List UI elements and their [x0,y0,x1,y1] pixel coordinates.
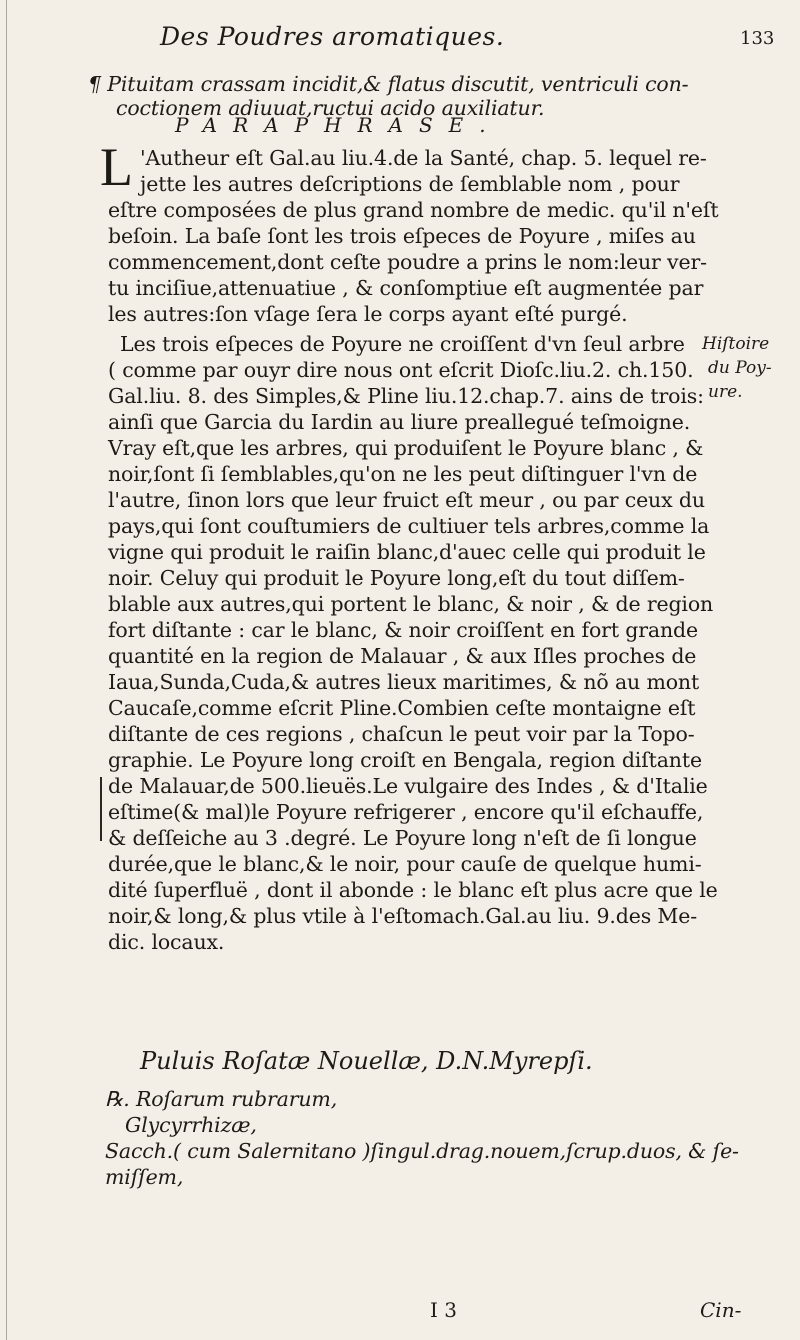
body-line: tu inciſiue,attenuatiue , & conſomptiue eſt augmentée par [108,276,704,300]
body-line: Caucaſe,comme eſcrit Pline.Combien ceſte montaigne eſt [108,696,696,720]
body-line: diſtante de ces regions , chaſcun le peut voir par la Topo- [108,722,695,746]
recipe-line: Glycyrrhizæ, [125,1113,257,1137]
body-line: l'autre, ſinon lors que leur fruict eſt meur , ou par ceux du [108,488,705,512]
body-line: & deſſeiche au 3 .degré. Le Poyure long n'eſt de ſi longue [108,826,697,850]
drop-capital: L [100,137,133,197]
margin-note: ure. [708,382,743,402]
margin-note: du Poy- [708,358,772,378]
body-line: fort diſtante : car le blanc, & noir croiſſent en fort grande [108,618,698,642]
body-line: vigne qui produit le raiſin blanc,d'auec celle qui produit le [108,540,706,564]
body-line: 'Autheur eſt Gal.au liu.4.de la Santé, chap. 5. lequel re- [140,146,707,170]
running-head: Des Poudres aromatiques. [160,22,505,51]
body-line: noir,& long,& plus vtile à l'eſtomach.Gal.au liu. 9.des Me- [108,904,698,928]
body-line: Iaua,Sunda,Cuda,& autres lieux maritimes, & nõ au mont [108,670,700,694]
recipe-title: Puluis Roſatæ Nouellæ, D.N.Myrepſi. [140,1047,593,1075]
margin-bracket [100,777,102,841]
body-line: ainſi que Garcia du Iardin au liure preallegué teſmoigne. [108,410,691,434]
body-line: Les trois eſpeces de Poyure ne croiſſent d'vn ſeul arbre [120,332,685,356]
body-line: graphie. Le Poyure long croiſt en Bengala, region diſtante [108,748,702,772]
body-line: quantité en la region de Malauar , & aux Iſles proches de [108,644,697,668]
body-line: de Malauar,de 500.lieuës.Le vulgaire des Indes , & d'Italie [108,774,708,798]
binding-edge [6,0,7,1340]
body-line: Gal.liu. 8. des Simples,& Pline liu.12.chap.7. ains de trois: [108,384,704,408]
body-line: blable aux autres,qui portent le blanc, & noir , & de region [108,592,714,616]
recipe-line: ℞. Roſarum rubrarum, [105,1087,338,1111]
signature-mark: I 3 [430,1298,457,1322]
recipe-line: Sacch.( cum Salernitano )ſingul.drag.nouem,ſcrup.duos, & ſe- [105,1139,739,1163]
body-line: dité ſuperfluë , dont il abonde : le blanc eſt plus acre que le [108,878,718,902]
catchword: Cin- [700,1298,742,1322]
body-line: eſtre composées de plus grand nombre de medic. qu'il n'eſt [108,198,719,222]
body-line: noir,ſont ſi ſemblables,qu'on ne les peut diſtinguer l'vn de [108,462,698,486]
paraphrase-heading: PARAPHRASE. [175,113,502,137]
intro-line: ¶ Pituitam crassam incidit,& flatus discutit, ventriculi con- [88,72,689,96]
body-line: pays,qui ſont couſtumiers de cultiuer tels arbres,comme la [108,514,710,538]
body-line: eſtime(& mal)le Poyure refrigerer , encore qu'il eſchauffe, [108,800,704,824]
body-line: jette les autres deſcriptions de ſemblable nom , pour [140,172,680,196]
page-number: 133 [740,28,775,49]
body-line: dic. locaux. [108,930,225,954]
body-line: ( comme par ouyr dire nous ont eſcrit Dioſc.liu.2. ch.150. [108,358,694,382]
intro-line: coctionem adiuuat,ructui acido auxiliatur. [116,96,545,120]
margin-note: Hiſtoire [702,334,770,354]
recipe-line: miſſem, [105,1165,184,1189]
body-line: Vray eſt,que les arbres, qui produiſent le Poyure blanc , & [108,436,704,460]
body-line: noir. Celuy qui produit le Poyure long,eſt du tout diſſem- [108,566,685,590]
body-line: beſoin. La baſe ſont les trois eſpeces de Poyure , miſes au [108,224,696,248]
body-line: durée,que le blanc,& le noir, pour cauſe de quelque humi- [108,852,702,876]
body-line: les autres:ſon vſage ſera le corps ayant eſté purgé. [108,302,628,326]
body-line: commencement,dont ceſte poudre a prins le nom:leur ver- [108,250,707,274]
